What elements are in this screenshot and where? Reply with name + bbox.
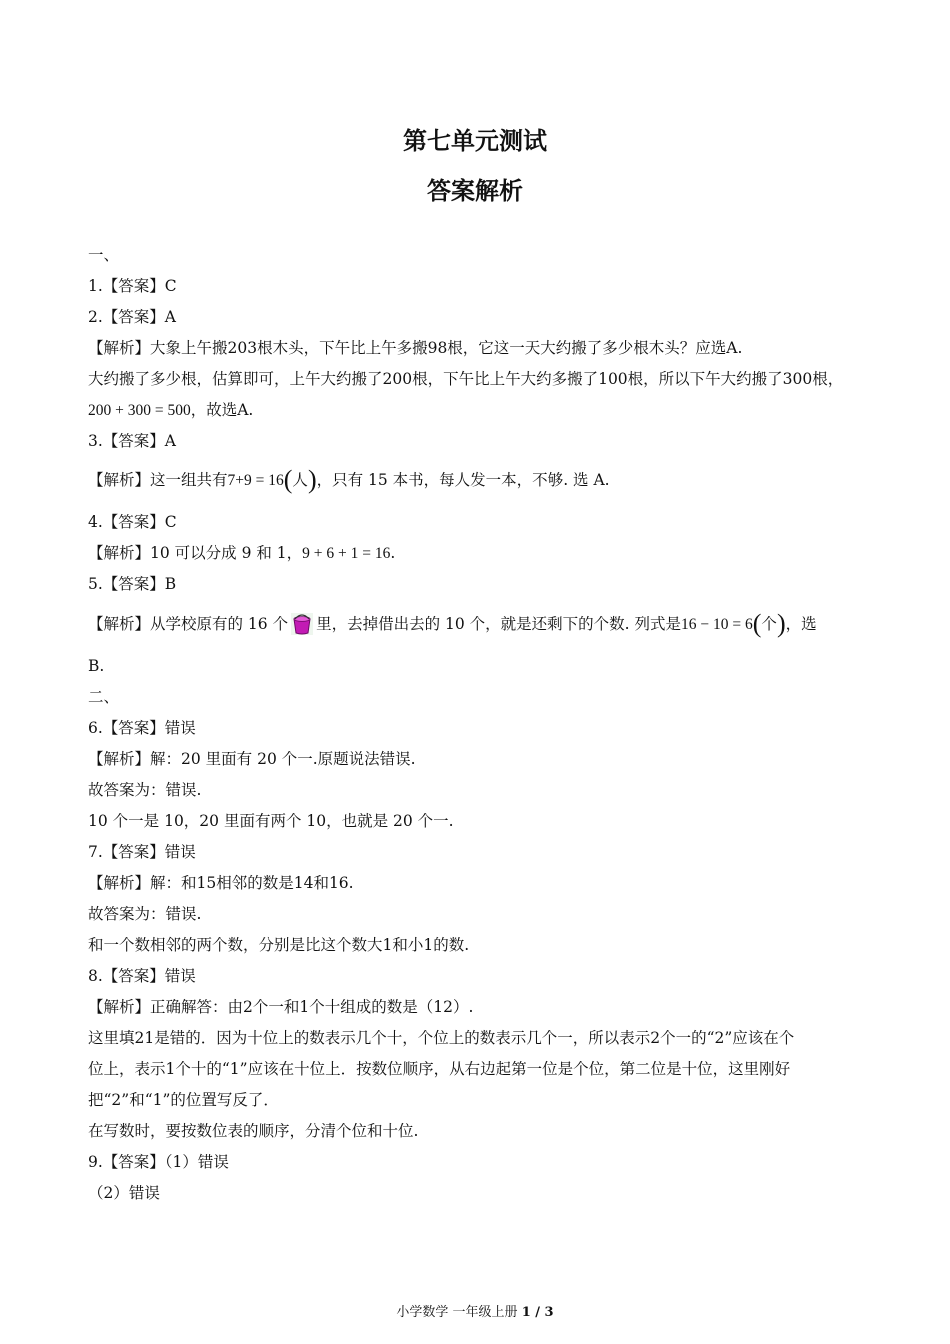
q2-formula: 200 + 300 = 500 bbox=[88, 402, 191, 419]
q8-answer: 8.【答案】错误 bbox=[88, 967, 196, 985]
page-number: 1 / 3 bbox=[521, 1305, 554, 1320]
q8-analysis-line-3: 位上，表示1个十的“1”应该在十位上．按数位顺序，从右边起第一位是个位，第二位是十位，这里刚好 bbox=[88, 1060, 791, 1078]
q4-analysis-tail: . bbox=[390, 544, 396, 562]
page-footer bbox=[0, 1304, 950, 1322]
q3-answer: 3.【答案】A bbox=[88, 432, 176, 450]
q8-analysis-line-1: 【解析】正确解答：由2个一和1个十组成的数是（12）. bbox=[88, 998, 474, 1016]
bucket-icon bbox=[290, 613, 314, 635]
page-title: 第七单元测试 bbox=[403, 127, 547, 155]
q3-unit: 人 bbox=[292, 471, 308, 489]
q2-analysis-line-3 bbox=[88, 399, 253, 422]
q7-answer: 7.【答案】错误 bbox=[88, 843, 196, 861]
q3-analysis bbox=[88, 465, 610, 494]
q4-answer: 4.【答案】C bbox=[88, 513, 177, 531]
q2-analysis-tail: ，故选A. bbox=[190, 401, 254, 419]
q5-formula: 16 − 10 = 6 bbox=[681, 616, 753, 633]
q8-analysis-line-4: 把“2”和“1”的位置写反了． bbox=[88, 1091, 279, 1109]
q5-answer: 5.【答案】B bbox=[88, 575, 177, 593]
q4-formula: 9 + 6 + 1 = 16 bbox=[302, 545, 391, 562]
q7-analysis-line-1: 【解析】解：和15相邻的数是14和16. bbox=[88, 874, 354, 892]
q6-analysis-line-2: 故答案为：错误. bbox=[88, 781, 202, 799]
q6-answer: 6.【答案】错误 bbox=[88, 719, 196, 737]
q1-answer: 1.【答案】C bbox=[88, 277, 177, 295]
q5-analysis bbox=[88, 609, 817, 638]
section-one-heading: 一、 bbox=[88, 246, 120, 264]
q8-analysis-line-2: 这里填21是错的．因为十位上的数表示几个十，个位上的数表示几个一，所以表示2个一的“2”应该在个 bbox=[88, 1029, 795, 1047]
q9-answer: 9.【答案】（1）错误 bbox=[88, 1153, 229, 1171]
q7-analysis-line-3: 和一个数相邻的两个数，分别是比这个数大1和小1的数. bbox=[88, 936, 470, 954]
q8-analysis-line-5: 在写数时，要按数位表的顺序，分清个位和十位. bbox=[88, 1122, 419, 1140]
right-paren: ) bbox=[776, 609, 786, 638]
q6-analysis-line-1: 【解析】解：20 里面有 20 个一.原题说法错误. bbox=[88, 750, 416, 768]
left-paren: ( bbox=[283, 465, 293, 494]
q5-analysis-wrap: B. bbox=[88, 657, 105, 675]
q3-analysis-tail: ，只有 15 本书，每人发一本，不够. 选 A. bbox=[316, 471, 610, 489]
page-subtitle: 答案解析 bbox=[427, 177, 523, 205]
q2-analysis-line-2: 大约搬了多少根，估算即可，上午大约搬了200根，下午比上午大约多搬了100根，所以下午大约搬了300根， bbox=[88, 370, 844, 388]
q9-part-2: （2）错误 bbox=[88, 1184, 160, 1202]
section-two-heading: 二、 bbox=[88, 688, 120, 706]
q2-analysis-line-1: 【解析】大象上午搬203根木头，下午比上午多搬98根，它这一天大约搬了多少根木头？应选A. bbox=[88, 339, 743, 357]
q7-analysis-line-2: 故答案为：错误. bbox=[88, 905, 202, 923]
q3-formula: 7+9 = 16 bbox=[227, 472, 284, 489]
q5-unit: 个 bbox=[761, 615, 777, 633]
q3-analysis-lead: 【解析】这一组共有 bbox=[88, 471, 228, 489]
footer-subject: 小学数学 一年级上册 bbox=[396, 1305, 522, 1320]
q5-analysis-lead: 【解析】从学校原有的 16 个 bbox=[88, 615, 289, 633]
q6-analysis-line-3: 10 个一是 10，20 里面有两个 10，也就是 20 个一. bbox=[88, 812, 454, 830]
q4-analysis-lead: 【解析】10 可以分成 9 和 1， bbox=[88, 544, 303, 562]
q5-analysis-tail: ，选 bbox=[785, 615, 817, 633]
q2-answer: 2.【答案】A bbox=[88, 308, 176, 326]
q4-analysis bbox=[88, 542, 395, 565]
q5-analysis-middle: 里，去掉借出去的 10 个，就是还剩下的个数. 列式是 bbox=[316, 615, 682, 633]
right-paren: ) bbox=[307, 465, 317, 494]
left-paren: ( bbox=[752, 609, 762, 638]
